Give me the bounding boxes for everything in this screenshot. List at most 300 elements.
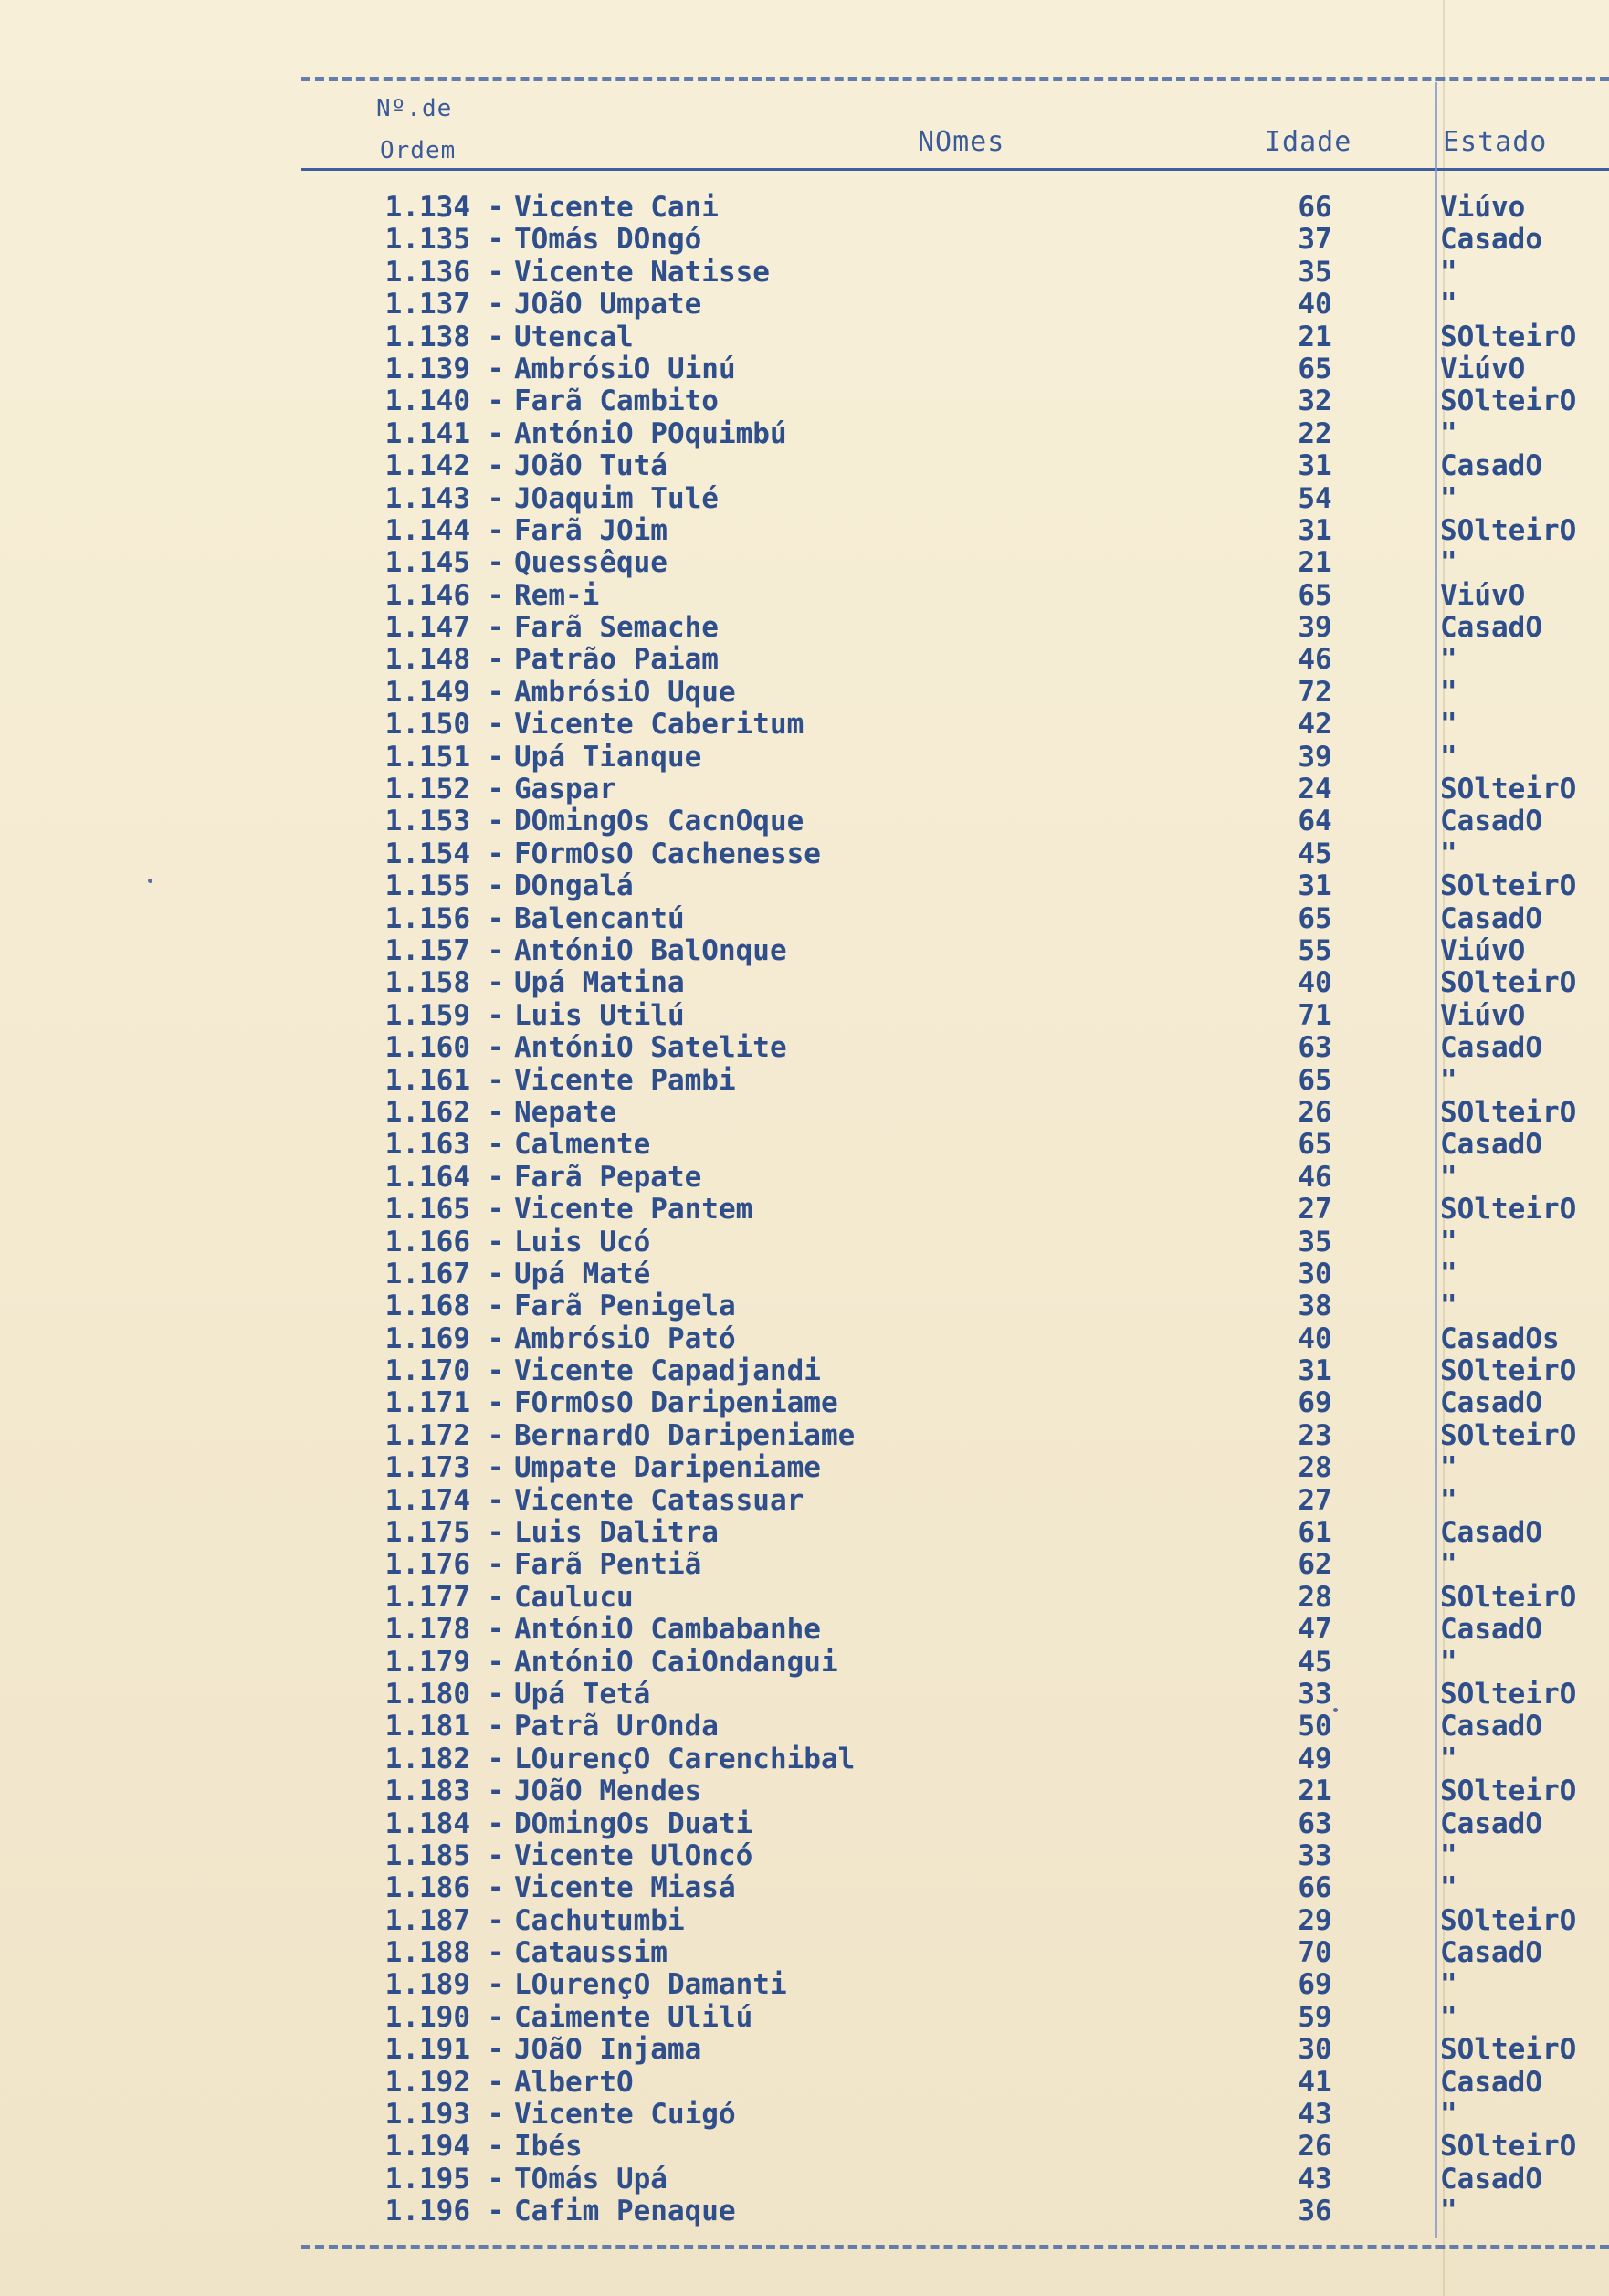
separator-dash: - [487,1225,505,1259]
marital-status: " [1440,1548,1457,1582]
top-dashed-rule [301,77,1609,81]
person-name: JOãO Tutá [514,449,668,483]
list-item [324,1711,1609,1743]
marital-status: SOlteirO [1440,1677,1577,1711]
order-number: 1.187 [384,1903,470,1937]
separator-dash: - [487,1451,505,1485]
order-number: 1.191 [384,2033,470,2067]
marital-status: " [1440,1160,1457,1194]
list-item [324,483,1609,515]
marital-status: " [1440,1838,1457,1872]
person-name: Vicente Caberitum [514,708,804,742]
list-item [324,838,1609,870]
order-number: 1.189 [384,1968,470,2002]
marital-status: CasadO [1440,1710,1542,1743]
order-number: 1.167 [384,1257,470,1290]
separator-dash: - [487,288,505,321]
marital-status: SOlteirO [1440,513,1577,547]
list-item [324,515,1609,547]
person-age: 33 [1298,1838,1332,1872]
list-item [324,547,1609,579]
list-item [324,1647,1609,1679]
age-column-header: Idade [1265,126,1352,158]
list-item [324,774,1609,806]
person-name: Patrã UrOnda [514,1710,719,1743]
order-number: 1.147 [384,611,470,645]
separator-dash: - [487,740,505,774]
marital-status: SOlteirO [1440,1354,1577,1388]
person-name: AntóniO Satelite [514,1031,787,1065]
separator-dash: - [487,1354,505,1388]
person-name: Upá Tianque [514,740,702,774]
list-item [324,2131,1609,2163]
marital-status: CasadO [1440,901,1542,935]
person-age: 29 [1298,1903,1332,1937]
marital-status: SOlteirO [1440,1775,1577,1808]
separator-dash: - [487,191,505,224]
separator-dash: - [487,837,505,870]
list-item [324,677,1609,709]
separator-dash: - [487,1936,505,1970]
marital-status: CasadO [1440,1613,1542,1647]
order-number: 1.149 [384,675,470,709]
names-column-header: NOmes [918,126,1005,158]
order-number: 1.157 [384,933,470,967]
order-number: 1.152 [384,773,470,806]
person-name: LOurençO Carenchibal [514,1742,856,1775]
person-name: DOmingOs CacnOque [514,805,804,838]
list-item [324,1808,1609,1840]
person-name: DOmingOs Duati [514,1806,753,1840]
order-number: 1.178 [384,1613,470,1647]
person-name: AntóniO Cambabanhe [514,1613,821,1647]
marital-status: ViúvO [1440,998,1526,1032]
marital-status: " [1440,708,1457,742]
list-item [324,2034,1609,2066]
person-name: Vicente UlOncó [514,1838,753,1872]
marital-status: " [1440,740,1457,774]
list-item [324,450,1609,482]
list-item [324,289,1609,321]
order-number: 1.153 [384,805,470,838]
person-name: Farã Penigela [514,1290,736,1323]
person-age: 27 [1298,1483,1332,1517]
marital-status: " [1440,1742,1457,1775]
order-number: 1.154 [384,837,470,870]
marital-status: " [1440,416,1457,450]
order-label-line1: Nº.de [376,95,453,122]
person-name: BernardO Daripeniame [514,1418,856,1452]
order-number: 1.148 [384,643,470,677]
order-number: 1.175 [384,1516,470,1550]
marital-status: " [1440,2195,1457,2228]
list-item [324,709,1609,741]
marital-status: SOlteirO [1440,966,1577,1000]
marital-status: CasadO [1440,1031,1542,1065]
person-age: 28 [1298,1580,1332,1614]
list-item [324,1323,1609,1355]
person-name: Umpate Daripeniame [514,1451,821,1485]
person-name: Vicente Cuigó [514,2098,736,2132]
separator-dash: - [487,352,505,385]
order-number: 1.135 [384,223,470,257]
list-item [324,1743,1609,1775]
order-number: 1.170 [384,1354,470,1388]
person-name: Vicente Pambi [514,1063,736,1097]
marital-status: " [1440,1290,1457,1323]
person-age: 41 [1298,2065,1332,2099]
person-age: 37 [1298,223,1332,257]
list-item [324,2067,1609,2099]
separator-dash: - [487,1645,505,1679]
person-age: 38 [1298,1290,1332,1323]
person-name: Cachutumbi [514,1903,685,1937]
separator-dash: - [487,1516,505,1550]
person-age: 39 [1298,740,1332,774]
person-age: 45 [1298,1645,1332,1679]
person-name: FOrmOsO Daripeniame [514,1386,838,1420]
order-number: 1.182 [384,1742,470,1775]
person-age: 69 [1298,1968,1332,2002]
person-name: Vicente Capadjandi [514,1354,821,1388]
person-age: 63 [1298,1806,1332,1840]
separator-dash: - [487,901,505,935]
person-age: 31 [1298,1354,1332,1388]
list-item [324,1097,1609,1129]
marital-status: SOlteirO [1440,2033,1577,2067]
separator-dash: - [487,869,505,903]
separator-dash: - [487,1968,505,2002]
separator-dash: - [487,675,505,709]
separator-dash: - [487,449,505,483]
order-number: 1.183 [384,1775,470,1808]
person-name: AmbrósiO Uinú [514,352,736,385]
person-name: Luis Utilú [514,998,685,1032]
order-number: 1.179 [384,1645,470,1679]
separator-dash: - [487,1710,505,1743]
order-number: 1.195 [384,2162,470,2196]
order-number: 1.190 [384,2000,470,2034]
order-number: 1.145 [384,546,470,580]
person-age: 47 [1298,1613,1332,1647]
list-item [324,1194,1609,1226]
order-number: 1.192 [384,2065,470,2099]
person-age: 27 [1298,1193,1332,1227]
separator-dash: - [487,1160,505,1194]
list-item [324,612,1609,644]
order-number: 1.136 [384,255,470,289]
person-age: 36 [1298,2195,1332,2228]
ink-speck [148,879,152,883]
marital-status: " [1440,481,1457,515]
order-number: 1.194 [384,2130,470,2164]
person-name: Utencal [514,320,634,353]
order-number: 1.193 [384,2098,470,2132]
person-name: JOãO Umpate [514,288,702,321]
list-item [324,1937,1609,1969]
marital-status: SOlteirO [1440,869,1577,903]
person-age: 35 [1298,255,1332,289]
separator-dash: - [487,1128,505,1162]
separator-dash: - [487,578,505,612]
person-name: FOrmOsO Cachenesse [514,837,821,870]
list-item [324,1517,1609,1549]
separator-dash: - [487,2195,505,2228]
order-number: 1.171 [384,1386,470,1420]
person-name: Calmente [514,1128,651,1162]
person-age: 21 [1298,1775,1332,1808]
order-number: 1.161 [384,1063,470,1097]
order-number: 1.155 [384,869,470,903]
person-age: 55 [1298,933,1332,967]
order-number: 1.146 [384,578,470,612]
list-item [324,903,1609,935]
list-item [324,1259,1609,1290]
separator-dash: - [487,481,505,515]
marital-status: CasadO [1440,449,1542,483]
person-name: Luis Dalitra [514,1516,719,1550]
person-name: Farã JOim [514,513,668,547]
marital-status: CasadO [1440,1516,1542,1550]
order-number: 1.138 [384,320,470,353]
list-item [324,1679,1609,1711]
list-item [324,1420,1609,1452]
order-number: 1.141 [384,416,470,450]
order-number: 1.140 [384,384,470,418]
order-number: 1.164 [384,1160,470,1194]
separator-dash: - [487,255,505,289]
person-name: DOngalá [514,869,634,903]
person-name: Luis Ucó [514,1225,651,1259]
person-name: Ibés [514,2130,583,2164]
person-age: 31 [1298,869,1332,903]
person-age: 62 [1298,1548,1332,1582]
list-item [324,385,1609,417]
separator-dash: - [487,805,505,838]
person-name: LOurençO Damanti [514,1968,787,2002]
person-name: Upá Tetá [514,1677,651,1711]
person-name: AntóniO CaiOndangui [514,1645,838,1679]
list-item [324,806,1609,837]
order-number: 1.168 [384,1290,470,1323]
order-number: 1.134 [384,191,470,224]
separator-dash: - [487,611,505,645]
person-age: 69 [1298,1386,1332,1420]
separator-dash: - [487,1257,505,1290]
list-item [324,742,1609,774]
order-number: 1.169 [384,1322,470,1355]
person-age: 40 [1298,288,1332,321]
person-name: JOãO Injama [514,2033,702,2067]
person-age: 46 [1298,643,1332,677]
list-item [324,1227,1609,1259]
marital-status: SOlteirO [1440,2130,1577,2164]
marital-status: CasadO [1440,611,1542,645]
separator-dash: - [487,2033,505,2067]
list-item [324,1905,1609,1937]
person-name: TOmás Upá [514,2162,668,2196]
person-age: 66 [1298,191,1332,224]
order-number: 1.177 [384,1580,470,1614]
marital-status: SOlteirO [1440,1095,1577,1129]
order-number: 1.165 [384,1193,470,1227]
person-name: Vicente Pantem [514,1193,753,1227]
marital-status: " [1440,1968,1457,2002]
order-number: 1.166 [384,1225,470,1259]
order-number: 1.188 [384,1936,470,1970]
marital-status: " [1440,255,1457,289]
person-age: 31 [1298,449,1332,483]
status-column-header: Estado [1443,126,1548,158]
separator-dash: - [487,1063,505,1097]
marital-status: " [1440,546,1457,580]
separator-dash: - [487,1418,505,1452]
person-age: 30 [1298,2033,1332,2067]
order-number: 1.172 [384,1418,470,1452]
bottom-dashed-rule [301,2245,1609,2249]
marital-status: SOlteirO [1440,320,1577,353]
list-item [324,580,1609,612]
order-number: 1.173 [384,1451,470,1485]
person-age: 63 [1298,1031,1332,1065]
order-number: 1.186 [384,1871,470,1905]
separator-dash: - [487,2065,505,2099]
person-name: Cafim Penaque [514,2195,736,2228]
person-age: 39 [1298,611,1332,645]
list-item [324,257,1609,289]
order-number: 1.139 [384,352,470,385]
person-name: Quessêque [514,546,668,580]
person-age: 42 [1298,708,1332,742]
separator-dash: - [487,320,505,353]
person-age: 30 [1298,1257,1332,1290]
person-name: Rem-i [514,578,600,612]
separator-dash: - [487,223,505,257]
marital-status: SOlteirO [1440,1193,1577,1227]
person-name: Nepate [514,1095,616,1129]
person-age: 21 [1298,320,1332,353]
list-item [324,1840,1609,1872]
separator-dash: - [487,1290,505,1323]
person-name: Vicente Miasá [514,1871,736,1905]
list-item [324,418,1609,450]
list-item [324,2099,1609,2131]
list-item [324,1582,1609,1614]
person-age: 59 [1298,2000,1332,2034]
separator-dash: - [487,1871,505,1905]
order-number: 1.180 [384,1677,470,1711]
person-age: 33 [1298,1677,1332,1711]
order-number: 1.196 [384,2195,470,2228]
person-age: 72 [1298,675,1332,709]
person-name: Patrão Paiam [514,643,719,677]
list-item [324,1485,1609,1517]
marital-status: CasadO [1440,1806,1542,1840]
person-age: 40 [1298,1322,1332,1355]
list-item [324,1387,1609,1419]
separator-dash: - [487,1838,505,1872]
person-age: 43 [1298,2098,1332,2132]
separator-dash: - [487,933,505,967]
list-item [324,1162,1609,1194]
order-number: 1.185 [384,1838,470,1872]
marital-status: SOlteirO [1440,1418,1577,1452]
order-label-line2: Ordem [380,137,457,164]
separator-dash: - [487,773,505,806]
order-number: 1.151 [384,740,470,774]
person-age: 65 [1298,578,1332,612]
person-age: 22 [1298,416,1332,450]
person-age: 32 [1298,384,1332,418]
list-item [324,644,1609,676]
list-item [324,1032,1609,1064]
separator-dash: - [487,2098,505,2132]
person-age: 65 [1298,352,1332,385]
person-name: Vicente Catassuar [514,1483,804,1517]
marital-status: ViúvO [1440,352,1526,385]
separator-dash: - [487,1386,505,1420]
separator-dash: - [487,1742,505,1775]
person-name: TOmás DOngó [514,223,702,257]
marital-status: ViúvO [1440,933,1526,967]
separator-dash: - [487,1613,505,1647]
order-number: 1.184 [384,1806,470,1840]
separator-dash: - [487,2000,505,2034]
person-age: 71 [1298,998,1332,1032]
order-number: 1.176 [384,1548,470,1582]
list-item [324,1065,1609,1097]
list-item [324,1000,1609,1032]
list-item [324,870,1609,902]
marital-status: CasadO [1440,805,1542,838]
person-name: Farã Cambito [514,384,719,418]
person-age: 21 [1298,546,1332,580]
list-item [324,1969,1609,2001]
person-age: 26 [1298,2130,1332,2164]
person-age: 35 [1298,1225,1332,1259]
person-age: 31 [1298,513,1332,547]
marital-status: CasadO [1440,1936,1542,1970]
separator-dash: - [487,384,505,418]
person-age: 43 [1298,2162,1332,2196]
separator-dash: - [487,1095,505,1129]
marital-status: " [1440,288,1457,321]
separator-dash: - [487,1806,505,1840]
marital-status: Casado [1440,223,1542,257]
marital-status: SOlteirO [1440,1903,1577,1937]
marital-status: Viúvo [1440,191,1526,224]
separator-dash: - [487,2162,505,2196]
order-number: 1.143 [384,481,470,515]
person-name: Upá Matina [514,966,685,1000]
person-name: Farã Pentiã [514,1548,702,1582]
separator-dash: - [487,1548,505,1582]
separator-dash: - [487,1903,505,1937]
marital-status: " [1440,1871,1457,1905]
order-number: 1.142 [384,449,470,483]
marital-status: ViúvO [1440,578,1526,612]
person-name: Farã Semache [514,611,719,645]
person-age: 65 [1298,1128,1332,1162]
person-name: JOãO Mendes [514,1775,702,1808]
order-number: 1.174 [384,1483,470,1517]
order-number: 1.150 [384,708,470,742]
marital-status: CasadOs [1440,1322,1560,1355]
list-item [324,1290,1609,1322]
person-age: 49 [1298,1742,1332,1775]
person-name: AlbertO [514,2065,634,2099]
list-item [324,1452,1609,1484]
